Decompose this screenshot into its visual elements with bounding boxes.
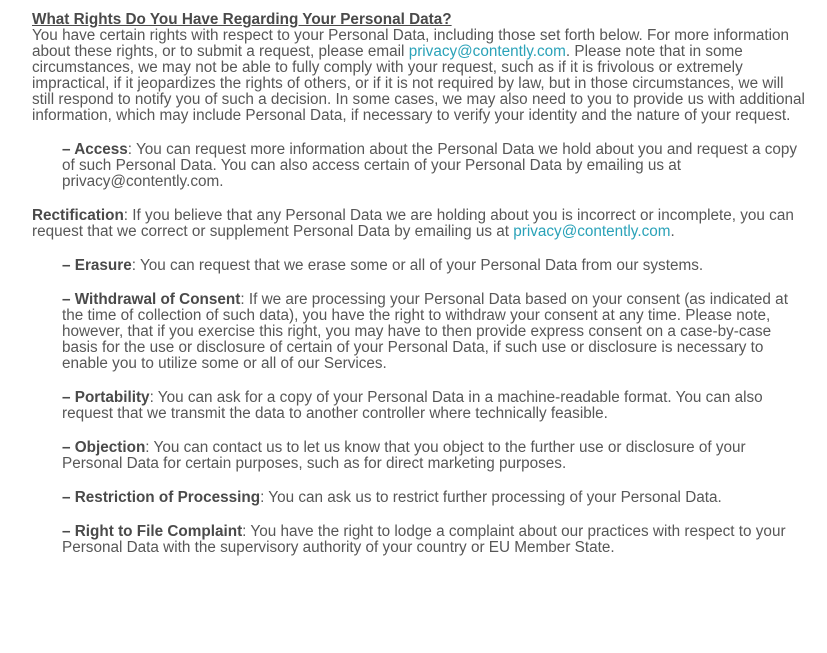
right-restriction-text: : You can ask us to restrict further processing of your Personal Data. — [260, 489, 722, 506]
right-rectification-term: Rectification — [32, 207, 124, 224]
right-withdrawal-term: – Withdrawal of Consent — [62, 291, 241, 308]
right-objection-term: – Objection — [62, 439, 146, 456]
right-complaint-term: – Right to File Complaint — [62, 523, 243, 540]
right-withdrawal-text: : If we are processing your Personal Data based on your consent (as indicated at the time of collection of such data), you have the right to withdraw your consent at any time. Please note, however, that if you exercise this right, you may have to then provide express consent on a case-by-case basis for the use or disclosure of certain of your Personal Data, if such use or disclosure is necessary to enable you to utilize some or all of our Services. — [62, 291, 788, 372]
right-erasure-text: : You can request that we erase some or all of your Personal Data from our systems. — [131, 257, 704, 274]
right-portability — [62, 390, 807, 422]
right-restriction — [62, 490, 807, 506]
right-access — [62, 142, 807, 190]
section-heading: What Rights Do You Have Regarding Your Personal Data? — [32, 11, 452, 28]
intro-text: You have certain rights with respect to your Personal Data, including those set forth below. For more information about these rights, or to submit a request, please email — [32, 27, 790, 60]
right-erasure — [62, 258, 807, 274]
right-objection-text: : You can contact us to let us know that you object to the further use or disclosure of your Personal Data for certain purposes, such as for direct marketing purposes. — [62, 439, 746, 472]
right-complaint-text: : You have the right to lodge a complaint about our practices with respect to your Personal Data with the supervisory authority of your country or EU Member State. — [62, 523, 786, 556]
intro-paragraph — [32, 28, 807, 124]
privacy-rights-section — [32, 12, 807, 556]
right-objection — [62, 440, 807, 472]
right-access-term: – Access — [62, 141, 128, 158]
privacy-email-link[interactable]: privacy@contently.com — [408, 43, 566, 60]
right-withdrawal — [62, 292, 807, 372]
right-rectification-end: . — [670, 223, 675, 240]
rectification-email-link[interactable]: privacy@contently.com — [513, 223, 671, 240]
intro-text-continued: . Please note that in some circumstances, we may not be able to fully comply with your request, such as if it is frivolous or extremely impractical, if it jeopardizes the rights of others, or if it is not required by law, but in those circumstances, we will still respond to notify you of such a decision. In some cases, we may also need to you to provide us with additional information, which may include Personal Data, if necessary to verify your identity and the nature of your request. — [32, 43, 805, 124]
right-portability-term: – Portability — [62, 389, 150, 406]
right-erasure-term: – Erasure — [62, 257, 132, 274]
right-restriction-term: – Restriction of Processing — [62, 489, 261, 506]
right-complaint — [62, 524, 807, 556]
right-rectification — [32, 208, 807, 240]
right-portability-text: : You can ask for a copy of your Personal Data in a machine-readable format. You can also request that we transmit the data to another controller where technically feasible. — [62, 389, 763, 422]
right-access-text: : You can request more information about the Personal Data we hold about you and request a copy of such Personal Data. You can also access certain of your Personal Data by emailing us at privacy@contently.com. — [62, 141, 798, 190]
right-rectification-text: : If you believe that any Personal Data we are holding about you is incorrect or incomplete, you can request that we correct or supplement Personal Data by emailing us at — [32, 207, 794, 240]
